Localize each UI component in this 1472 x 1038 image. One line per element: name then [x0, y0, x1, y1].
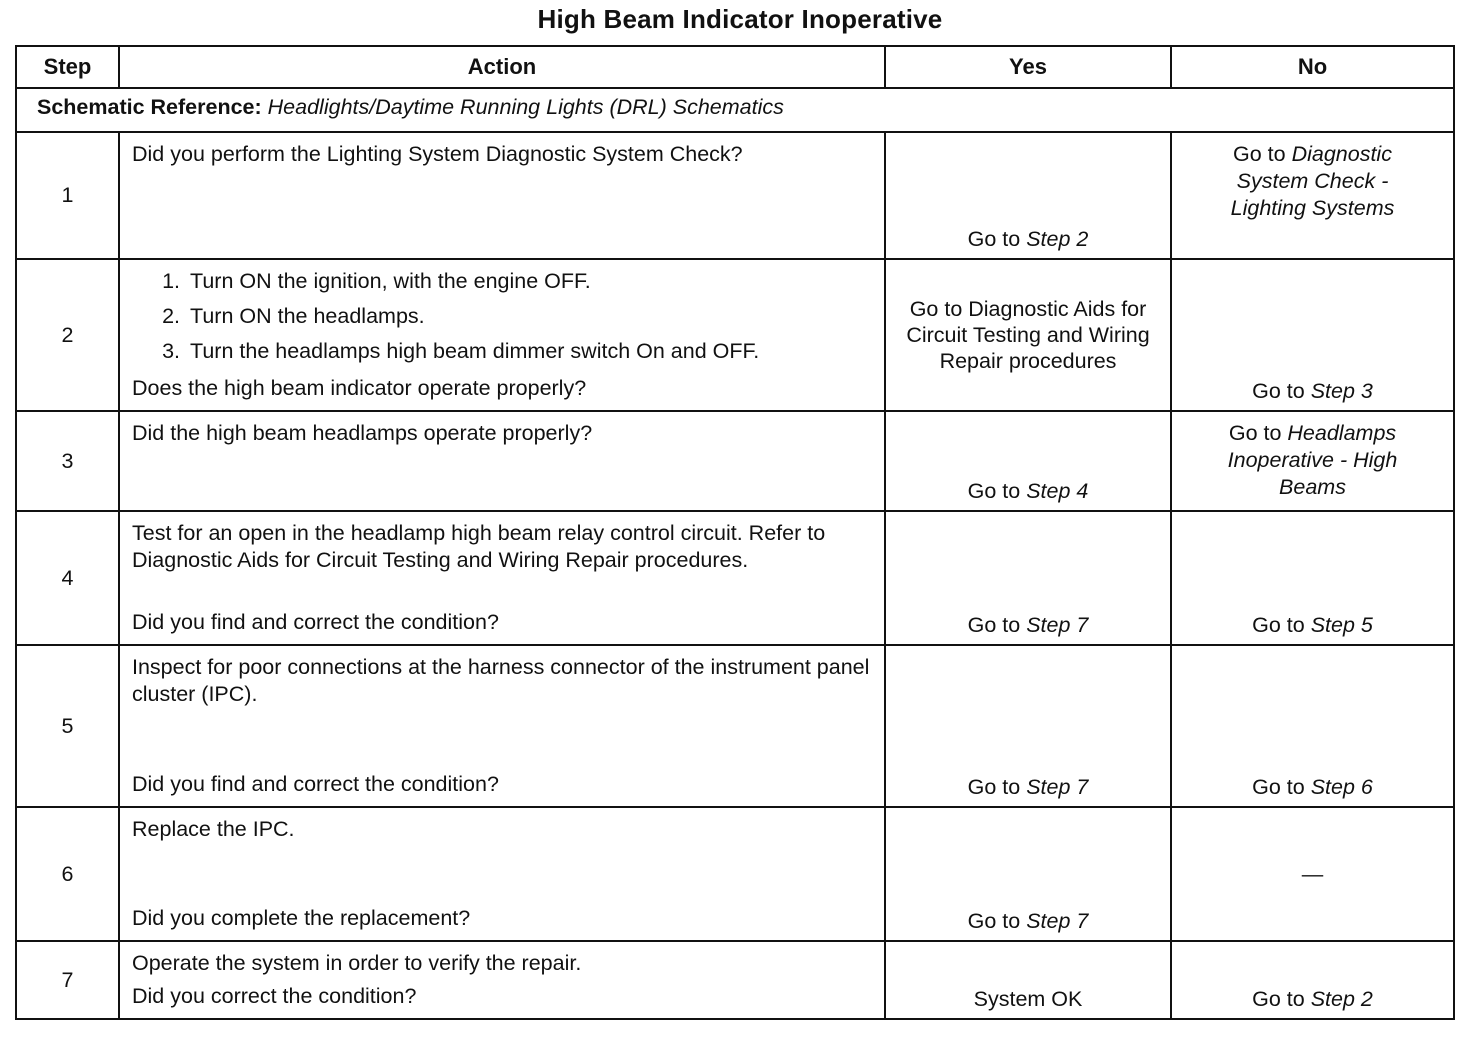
yes-cell: [885, 259, 1171, 411]
yes-link[interactable]: Go to Diagnostic Aids for Circuit Testing and Wiring Repair procedures: [906, 297, 1150, 373]
yes-link[interactable]: Step 7: [1026, 613, 1089, 637]
no-cell: Go to Diagnostic System Check - Lighting Systems: [1171, 132, 1454, 259]
no-link[interactable]: Step 2: [1310, 987, 1373, 1011]
page-title: High Beam Indicator Inoperative: [537, 4, 943, 34]
list-item: 3. Turn the headlamps high beam dimmer switch On and OFF.: [186, 334, 872, 369]
step-number: 7: [16, 941, 119, 1019]
step-number: 3: [16, 411, 119, 511]
step-number: 6: [16, 807, 119, 941]
list-item: 2. Turn ON the headlamps.: [186, 299, 872, 334]
table-row: [16, 132, 1454, 259]
no-cell: Go to Step 6: [1171, 645, 1454, 807]
action-text: Did the high beam headlamps operate properly?: [132, 421, 593, 445]
no-link[interactable]: Step 5: [1310, 613, 1373, 637]
header-step: Step: [16, 46, 119, 88]
no-cell: Go to Headlamps Inoperative - High Beams: [1171, 411, 1454, 511]
no-cell: —: [1171, 807, 1454, 941]
step-number: 4: [16, 511, 119, 645]
table-row: [16, 511, 1454, 645]
no-cell: Go to Step 5: [1171, 511, 1454, 645]
action-cell: [119, 645, 885, 807]
no-link[interactable]: Diagnostic System Check - Lighting Systems: [1230, 142, 1395, 220]
schematic-reference: [16, 88, 1454, 132]
action-question: Did you correct the condition?: [132, 984, 417, 1008]
action-cell: [119, 941, 885, 1019]
yes-link[interactable]: Step 7: [1026, 775, 1089, 799]
action-steps-list: [132, 264, 872, 369]
yes-link[interactable]: Step 7: [1026, 909, 1089, 933]
header-yes: Yes: [885, 46, 1171, 88]
action-text: Did you perform the Lighting System Diagnostic System Check?: [132, 142, 743, 166]
step-number: 5: [16, 645, 119, 807]
action-cell: [119, 511, 885, 645]
header-action: Action: [119, 46, 885, 88]
table-row: [16, 259, 1454, 411]
table-row: [16, 411, 1454, 511]
header-row: [16, 46, 1454, 88]
no-cell: Go to Step 3: [1171, 259, 1454, 411]
action-question: Did you find and correct the condition?: [132, 772, 499, 796]
action-question: Does the high beam indicator operate properly?: [132, 376, 587, 400]
no-cell: Go to Step 2: [1171, 941, 1454, 1019]
yes-cell: Go to Step 4: [885, 411, 1171, 511]
action-text: Test for an open in the headlamp high beam relay control circuit. Refer to Diagnostic Aids for Circuit Testing and Wiring Repair procedures.: [132, 521, 826, 572]
table-row: [16, 807, 1454, 941]
no-link[interactable]: Headlamps Inoperative - High Beams: [1227, 421, 1398, 499]
yes-link[interactable]: System OK: [973, 987, 1083, 1011]
yes-cell: Go to Step 2: [885, 132, 1171, 259]
action-cell: [119, 807, 885, 941]
list-item: 1. Turn ON the ignition, with the engine OFF.: [186, 264, 872, 299]
header-no: No: [1171, 46, 1454, 88]
schematic-reference-label: Schematic Reference:: [37, 95, 262, 119]
action-question: Did you find and correct the condition?: [132, 610, 499, 634]
action-text: Replace the IPC.: [132, 817, 295, 841]
schematic-reference-link[interactable]: Headlights/Daytime Running Lights (DRL) Schematics: [267, 95, 784, 119]
diagnostic-table: [15, 45, 1455, 1020]
table-row: [16, 645, 1454, 807]
action-cell: [119, 259, 885, 411]
action-cell: [119, 411, 885, 511]
yes-link[interactable]: Step 2: [1026, 227, 1089, 251]
step-number: 2: [16, 259, 119, 411]
action-cell: [119, 132, 885, 259]
no-link[interactable]: Step 6: [1310, 775, 1373, 799]
yes-link[interactable]: Step 4: [1026, 479, 1089, 503]
action-text: Operate the system in order to verify the repair.: [132, 951, 582, 975]
schematic-reference-row: [16, 88, 1454, 132]
yes-cell: [885, 941, 1171, 1019]
action-text: Inspect for poor connections at the harness connector of the instrument panel cluster (IPC).: [132, 655, 870, 706]
table-row: [16, 941, 1454, 1019]
no-link[interactable]: Step 3: [1310, 379, 1373, 403]
yes-cell: Go to Step 7: [885, 511, 1171, 645]
action-question: Did you complete the replacement?: [132, 906, 471, 930]
step-number: 1: [16, 132, 119, 259]
yes-cell: Go to Step 7: [885, 645, 1171, 807]
yes-cell: Go to Step 7: [885, 807, 1171, 941]
